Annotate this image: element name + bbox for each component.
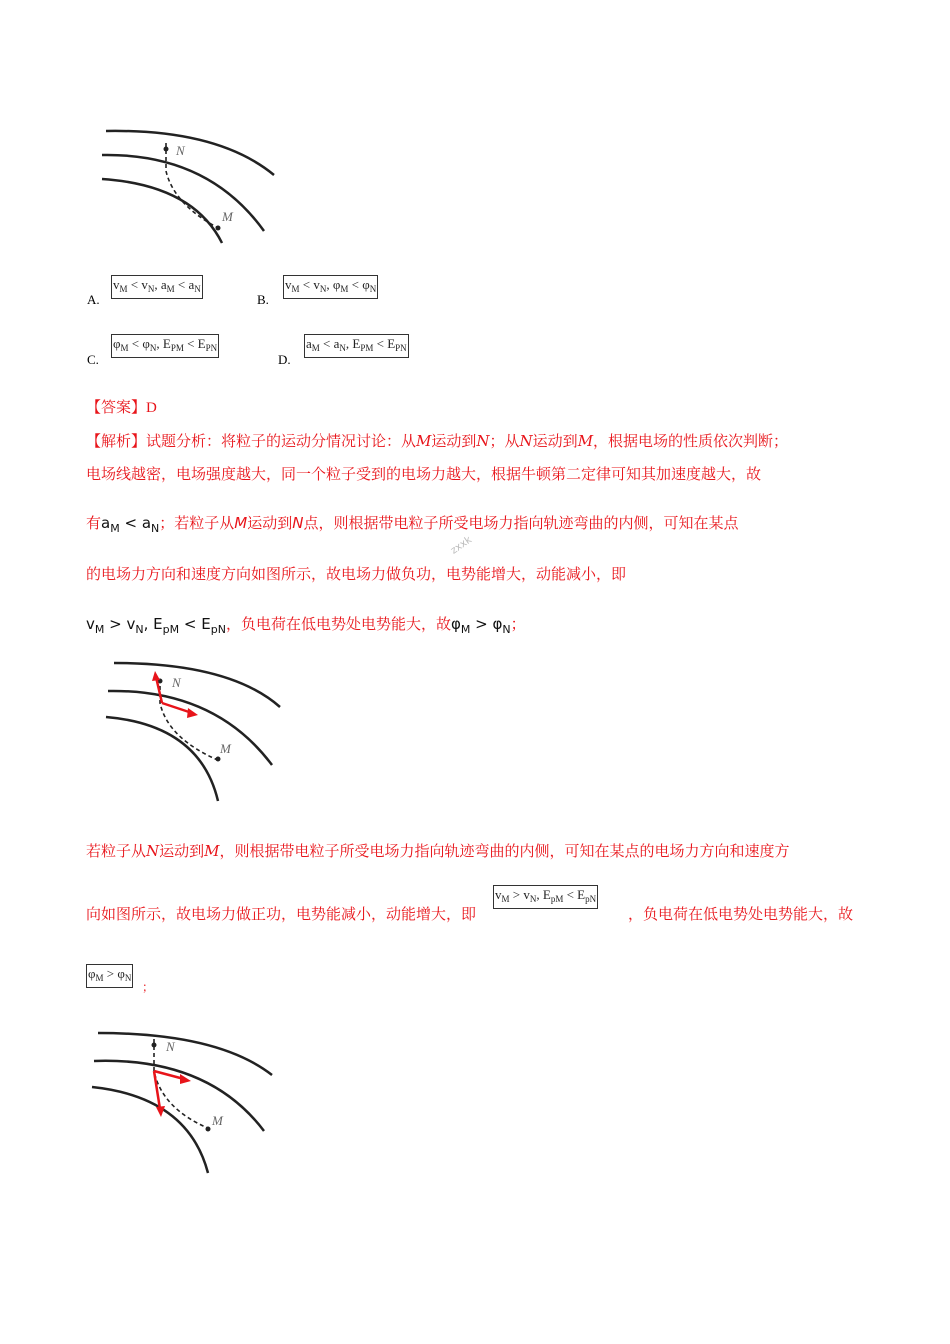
option-c-box[interactable]: $\varphi_M < \varphi_N$, $E_{PM} < E_{PN}$ [111,334,219,358]
option-b-box[interactable]: $v_M < v_N$, $\varphi_M < \varphi_N$ [283,275,378,299]
answer-box-7[interactable]: $v_M > v_N$, $E_{pM} < E_{pN}$ [493,885,598,909]
answer-value: D [146,400,157,416]
option-a-box[interactable]: $v_M < v_N$, $a_M < a_N$ [111,275,203,299]
analysis-line-6: 若粒子从N运动到M，则根据带电粒子所受电场力指向轨迹弯曲的内侧，可知在某点的电场力方向和速度方 [86,842,790,860]
answer-tag: 【答案】 [86,398,147,416]
label-m: M [222,209,233,224]
analysis-line-7b: ，负电荷在低电势处电势能大，故 [628,905,854,923]
option-d-label: D. [278,352,291,367]
fig3-label-n: N [166,1039,175,1054]
analysis-line-4: 的电场力方向和速度方向如图所示，故电场力做负功，电势能增大，动能减小，即 [86,565,627,583]
option-c-label: C. [87,352,99,367]
fig2-label-m: M [220,741,231,756]
field-lines-figure-3 [88,1027,278,1177]
answer-box-8[interactable]: $\varphi_M > \varphi_N$ [86,964,133,988]
label-n: N [176,143,185,158]
analysis-line-5: $v_M > v_N$, $E_{pM} < E_{pN}$，负电荷在低电势处电势能大，故$\varphi_M > \varphi_N$； [86,615,526,636]
option-a-label: A. [87,292,100,307]
field-lines-figure-1 [98,125,278,245]
watermark: zxxk [448,534,474,557]
analysis-line-8-end: ； [142,980,155,994]
fig3-label-m: M [212,1113,223,1128]
answer-line [86,396,157,417]
option-d-box[interactable]: $a_M < a_N$, $E_{PM} < E_{PN}$ [304,334,409,358]
analysis-line-7a: 向如图所示，故电场力做正功，电势能减小，动能增大，即 [86,905,477,923]
analysis-line-3: 有$a_M < a_N$；若粒子从M运动到N点，则根据带电粒子所受电场力指向轨迹弯曲的内侧，可知在某点 [86,514,739,535]
field-lines-figure-2 [100,655,290,805]
option-b-label: B. [257,292,269,307]
analysis-line-1: 【解析】试题分析：将粒子的运动分情况讨论：从M运动到N；从N运动到M，根据电场的性质依次判断； [86,432,789,450]
fig2-label-n: N [172,675,181,690]
analysis-line-2: 电场线越密，电场强度越大，同一个粒子受到的电场力越大，根据牛顿第二定律可知其加速度越大，故 [86,465,762,483]
